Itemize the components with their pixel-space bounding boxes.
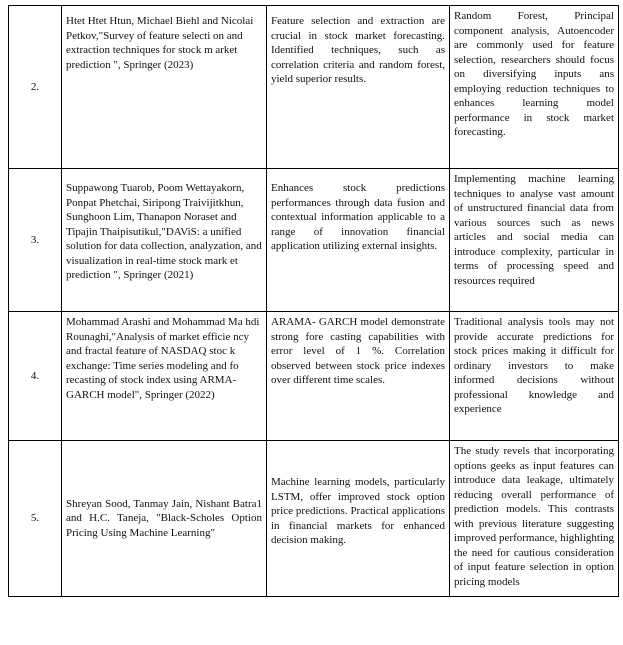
findings-cell: ARAMA- GARCH model demonstrate strong fore casting capabilities with error level of 1 %. Correlation observed between stock price indexes over different time scales. <box>267 312 450 441</box>
research-gap-cell: Traditional analysis tools may not provide accurate predictions for stock prices making it difficult for ordinary investors to make informed decisions without professional knowledge and experience <box>450 312 619 441</box>
paper-citation-cell: Htet Htet Htun, Michael Biehl and Nicolai Petkov,"Survey of feature selecti on and extraction techniques for stock m arket prediction ", Springer (2023) <box>62 6 267 169</box>
paper-citation-cell: Mohammad Arashi and Mohammad Ma hdi Rounaghi,"Analysis of market efficie ncy and fractal feature of NASDAQ stoc k exchange: Time series modeling and fo recasting of stock index using ARMA-GARCH model", Springer (2022) <box>62 312 267 441</box>
serial-number-cell: 4. <box>9 312 62 441</box>
table-row <box>9 6 619 169</box>
serial-number-cell: 5. <box>9 441 62 597</box>
findings-cell: Feature selection and extraction are crucial in stock market forecasting. Identified techniques, such as correlation criteria and random forest, yield superior results. <box>267 6 450 169</box>
serial-number-cell: 2. <box>9 6 62 169</box>
findings-cell: Enhances stock predictions performances through data fusion and contextual information applicable to a range of innovation financial application utilizing external insights. <box>267 169 450 312</box>
literature-survey-table <box>8 5 619 597</box>
paper-citation-cell: Suppawong Tuarob, Poom Wettayakorn, Ponpat Phetchai, Siripong Traivijitkhun, Sunghoon Lim, Thanapon Noraset and Tipajin Thaipisutikul,"DAViS: a unified solution for data collection, analyzation, and visualization in real-time stock mark et prediction ", Springer (2021) <box>62 169 267 312</box>
table-row <box>9 441 619 597</box>
research-gap-cell: The study revels that incorporating options geeks as input features can introduce data leakage, ultimately reducing overall performance of prediction models. This contrasts with previous literature suggesting improved performance, highlighting the need for cautious consideration of input feature selection in option pricing models <box>450 441 619 597</box>
table-row <box>9 169 619 312</box>
research-gap-cell: Implementing machine learning techniques to analyse vast amount of unstructured financial data from various sources such as news articles and social media can introduce complexity, particular in terms of processing speed and resources required <box>450 169 619 312</box>
table-row <box>9 312 619 441</box>
research-gap-cell: Random Forest, Principal component analysis, Autoencoder are commonly used for feature selection, researchers should focus on diversifying inputs ans employing reduction techniques to enhances learning model performance in stock market forecasting. <box>450 6 619 169</box>
serial-number-cell: 3. <box>9 169 62 312</box>
paper-citation-cell: Shreyan Sood, Tanmay Jain, Nishant Batra1 and H.C. Taneja, "Black-Scholes Option Pricing Using Machine Learning" <box>62 441 267 597</box>
findings-cell: Machine learning models, particularly LSTM, offer improved stock option price predictions. Practical applications in financial markets for enhanced decision making. <box>267 441 450 597</box>
